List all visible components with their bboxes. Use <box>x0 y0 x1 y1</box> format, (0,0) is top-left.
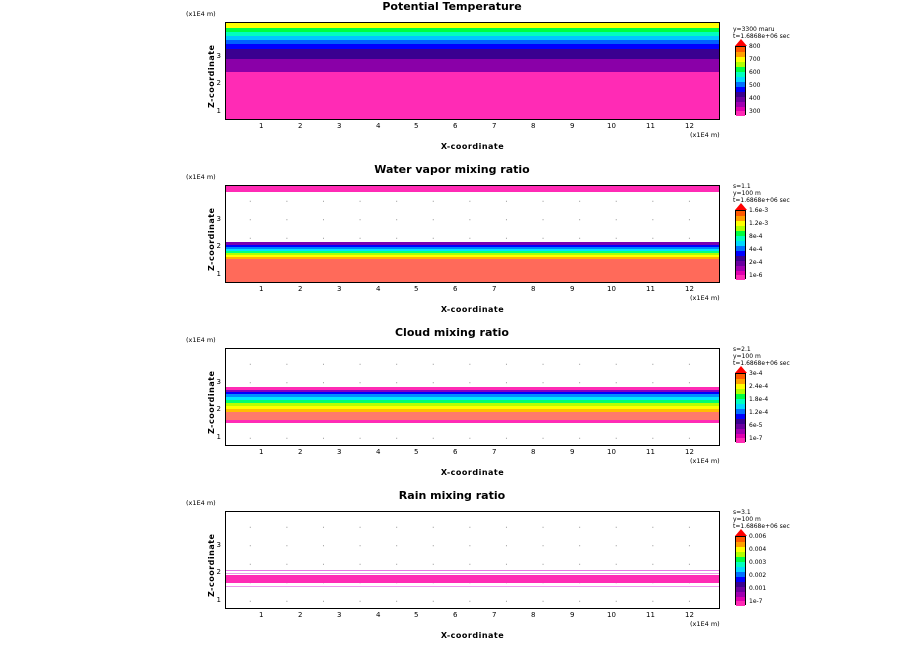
y-tick: 2 <box>216 405 221 413</box>
panel-title: Potential Temperature <box>382 0 522 13</box>
x-tick: 6 <box>453 122 458 130</box>
x-tick: 5 <box>414 285 419 293</box>
panel-rain-mixing-ratio <box>0 489 904 652</box>
contour-line <box>226 586 719 587</box>
x-tick: 2 <box>298 611 303 619</box>
plot-area <box>225 348 720 446</box>
colorbar-tick: 8e-4 <box>749 233 763 240</box>
colorbar-labels <box>749 370 783 442</box>
colorbar-tick: 3e-4 <box>749 370 763 377</box>
annotation-3: t=1.6868e+06 sec <box>733 360 790 367</box>
colorbar-labels <box>749 43 779 115</box>
colorbar-tick: 800 <box>749 43 761 50</box>
contour-bands <box>226 349 719 445</box>
colorbar <box>735 373 746 442</box>
x-tick: 6 <box>453 448 458 456</box>
x-tick: 11 <box>646 611 655 619</box>
panel-title: Rain mixing ratio <box>398 489 506 502</box>
y-tick-labels <box>206 185 221 283</box>
y-tick: 3 <box>216 541 221 549</box>
y-tick: 1 <box>216 107 221 115</box>
x-axis-label: X-coordinate <box>440 631 505 640</box>
x-tick: 5 <box>414 448 419 456</box>
x-tick: 4 <box>376 122 381 130</box>
plot-area <box>225 22 720 120</box>
y-tick-labels <box>206 511 221 609</box>
colorbar-tick: 700 <box>749 56 761 63</box>
y-tick: 3 <box>216 378 221 386</box>
contour-band <box>226 59 719 72</box>
colorbar-tick: 1e-7 <box>749 435 763 442</box>
colorbar-tick: 4e-4 <box>749 246 763 253</box>
colorbar-tick: 0.001 <box>749 585 767 592</box>
colorbar-tick: 1.2e-4 <box>749 409 769 416</box>
x-tick: 5 <box>414 122 419 130</box>
x-tick-labels <box>225 285 720 295</box>
colorbar-segment <box>736 601 745 606</box>
panel-title: Water vapor mixing ratio <box>374 163 530 176</box>
x-tick: 3 <box>337 122 342 130</box>
contour-band <box>226 420 719 423</box>
x-tick: 6 <box>453 611 458 619</box>
x-axis-unit: (x1E4 m) <box>690 131 720 139</box>
annotation-2: t=1.6868e+06 sec <box>733 33 790 40</box>
x-tick: 2 <box>298 285 303 293</box>
panel-potential-temperature <box>0 0 904 163</box>
x-tick: 7 <box>492 611 497 619</box>
colorbar-segment <box>736 111 745 116</box>
x-tick: 10 <box>607 448 616 456</box>
x-tick-labels <box>225 611 720 621</box>
y-axis-unit: (x1E4 m) <box>186 10 216 18</box>
x-tick: 10 <box>607 285 616 293</box>
colorbar <box>735 210 746 279</box>
colorbar-tick: 2.4e-4 <box>749 383 769 390</box>
x-tick: 6 <box>453 285 458 293</box>
x-tick: 9 <box>570 611 575 619</box>
colorbar <box>735 46 746 115</box>
x-tick: 11 <box>646 285 655 293</box>
x-tick: 3 <box>337 611 342 619</box>
x-tick: 4 <box>376 611 381 619</box>
x-axis-label: X-coordinate <box>440 142 505 151</box>
x-axis-label: X-coordinate <box>440 468 505 477</box>
x-tick: 12 <box>685 611 694 619</box>
x-tick: 7 <box>492 285 497 293</box>
x-tick: 9 <box>570 448 575 456</box>
x-tick: 1 <box>259 611 264 619</box>
colorbar-labels <box>749 533 783 605</box>
x-tick: 7 <box>492 448 497 456</box>
colorbar-labels <box>749 207 783 279</box>
y-tick: 2 <box>216 242 221 250</box>
x-tick: 8 <box>531 448 536 456</box>
colorbar-tick: 400 <box>749 95 761 102</box>
colorbar-tick: 0.002 <box>749 572 767 579</box>
contour-bands <box>226 512 719 608</box>
x-axis-unit: (x1E4 m) <box>690 620 720 628</box>
panel-water-vapor-mixing-ratio <box>0 163 904 326</box>
colorbar-tick: 2e-4 <box>749 259 763 266</box>
contour-bands <box>226 23 719 119</box>
x-tick: 3 <box>337 448 342 456</box>
y-tick-labels <box>206 22 221 120</box>
contour-band <box>226 72 719 120</box>
y-tick: 1 <box>216 596 221 604</box>
colorbar-tick: 300 <box>749 108 761 115</box>
x-tick-labels <box>225 448 720 458</box>
y-tick: 3 <box>216 52 221 60</box>
colorbar-segment <box>736 438 745 443</box>
colorbar-tick: 0.006 <box>749 533 767 540</box>
x-tick: 3 <box>337 285 342 293</box>
contour-line <box>226 570 719 571</box>
x-tick: 2 <box>298 122 303 130</box>
annotation-2: y=100 m <box>733 516 761 523</box>
annotation-1: s=3.1 <box>733 509 751 516</box>
y-axis-unit: (x1E4 m) <box>186 336 216 344</box>
x-tick: 12 <box>685 122 694 130</box>
x-tick: 12 <box>685 285 694 293</box>
colorbar-tick: 1.8e-4 <box>749 396 769 403</box>
colorbar-tick: 6e-5 <box>749 422 763 429</box>
plot-area <box>225 185 720 283</box>
colorbar-tick: 0.003 <box>749 559 767 566</box>
colorbar-tick: 600 <box>749 69 761 76</box>
x-tick: 9 <box>570 285 575 293</box>
x-tick: 8 <box>531 611 536 619</box>
y-axis-label: Z-coordinate <box>207 370 216 434</box>
colorbar-arrow-up <box>735 39 747 46</box>
y-tick: 1 <box>216 270 221 278</box>
x-tick: 1 <box>259 122 264 130</box>
x-tick: 11 <box>646 122 655 130</box>
x-tick: 12 <box>685 448 694 456</box>
x-tick: 8 <box>531 122 536 130</box>
x-tick: 8 <box>531 285 536 293</box>
panel-cloud-mixing-ratio <box>0 326 904 489</box>
colorbar-arrow-up <box>735 203 747 210</box>
annotation-2: y=100 m <box>733 190 761 197</box>
x-tick: 11 <box>646 448 655 456</box>
x-tick-labels <box>225 122 720 132</box>
annotation-2: y=100 m <box>733 353 761 360</box>
y-tick-labels <box>206 348 221 446</box>
x-axis-unit: (x1E4 m) <box>690 294 720 302</box>
x-axis-label: X-coordinate <box>440 305 505 314</box>
colorbar-tick: 1e-6 <box>749 272 763 279</box>
y-axis-label: Z-coordinate <box>207 44 216 108</box>
colorbar-arrow-up <box>735 366 747 373</box>
y-axis-unit: (x1E4 m) <box>186 173 216 181</box>
x-tick: 4 <box>376 448 381 456</box>
x-tick: 1 <box>259 285 264 293</box>
colorbar-tick: 1e-7 <box>749 598 763 605</box>
contour-band <box>226 259 719 283</box>
x-tick: 4 <box>376 285 381 293</box>
contour-band <box>226 49 719 59</box>
annotation-1: s=2.1 <box>733 346 751 353</box>
x-tick: 7 <box>492 122 497 130</box>
y-axis-label: Z-coordinate <box>207 533 216 597</box>
y-axis-unit: (x1E4 m) <box>186 499 216 507</box>
annotation-1: s=1.1 <box>733 183 751 190</box>
contour-line <box>226 573 719 574</box>
y-tick: 2 <box>216 568 221 576</box>
annotation-1: y=3300 maru <box>733 26 775 33</box>
contour-band <box>226 575 719 583</box>
colorbar-tick: 0.004 <box>749 546 767 553</box>
colorbar-tick: 1.2e-3 <box>749 220 769 227</box>
x-tick: 1 <box>259 448 264 456</box>
x-tick: 10 <box>607 611 616 619</box>
colorbar-tick: 1.6e-3 <box>749 207 769 214</box>
y-tick: 2 <box>216 79 221 87</box>
contour-band <box>226 412 719 420</box>
colorbar <box>735 536 746 605</box>
x-tick: 5 <box>414 611 419 619</box>
plot-area <box>225 511 720 609</box>
x-tick: 9 <box>570 122 575 130</box>
panel-title: Cloud mixing ratio <box>394 326 509 339</box>
x-axis-unit: (x1E4 m) <box>690 457 720 465</box>
colorbar-tick: 500 <box>749 82 761 89</box>
colorbar-segment <box>736 275 745 280</box>
y-tick: 3 <box>216 215 221 223</box>
annotation-3: t=1.6868e+06 sec <box>733 197 790 204</box>
annotation-3: t=1.6868e+06 sec <box>733 523 790 530</box>
y-axis-label: Z-coordinate <box>207 207 216 271</box>
x-tick: 10 <box>607 122 616 130</box>
contour-band <box>226 186 719 192</box>
colorbar-arrow-up <box>735 529 747 536</box>
x-tick: 2 <box>298 448 303 456</box>
y-tick: 1 <box>216 433 221 441</box>
contour-bands <box>226 186 719 282</box>
